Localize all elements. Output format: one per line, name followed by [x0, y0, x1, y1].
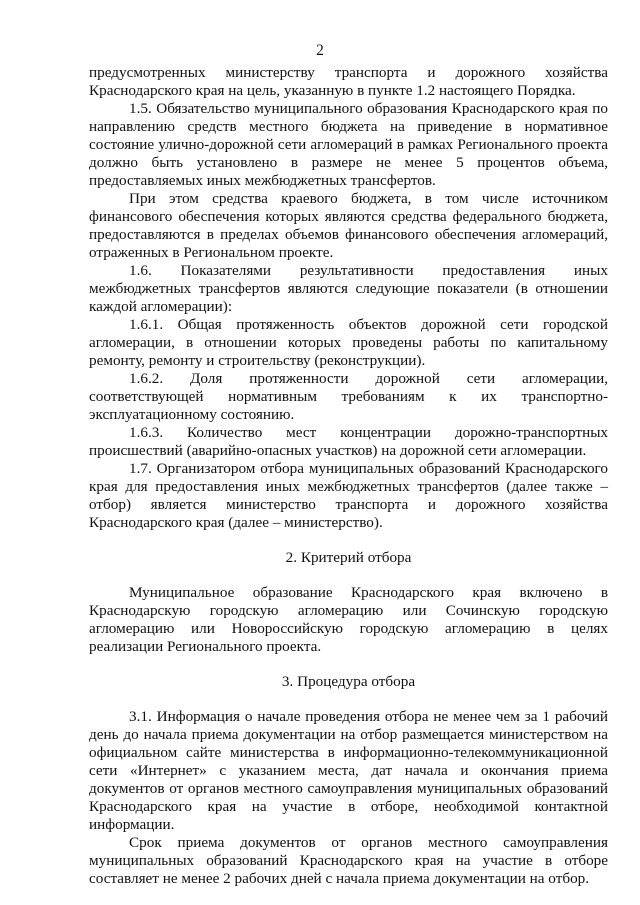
- paragraph-1-7: 1.7. Организатором отбора муниципальных образований Краснодарского края для предоставления иных межбюджетных трансфертов (далее также – отбор) является министерство транспорта и дорожного хозяйства Краснодарского края (далее – министерство).: [89, 460, 608, 531]
- page-number: 2: [316, 42, 324, 59]
- paragraph-3-1: 3.1. Информация о начале проведения отбора не менее чем за 1 рабочий день до начала приема документации на отбор размещается министерством на официальном сайте министерства в информационно-телекоммуникационной сети «Интернет» с указанием места, дат начала и окончания приема документов от органов местного самоуправления муниципальных образований Краснодарского края на участие в отборе, необходимой контактной информации.: [89, 708, 608, 833]
- paragraph-continuation: предусмотренных министерству транспорта и дорожного хозяйства Краснодарского края на цель, указанную в пункте 1.2 настоящего Порядка.: [89, 64, 608, 99]
- paragraph-1-6-3: 1.6.3. Количество мест концентрации дорожно-транспортных происшествий (аварийно-опасных участков) на дорожной сети агломерации.: [89, 424, 608, 459]
- paragraph-1-6-1: 1.6.1. Общая протяженность объектов дорожной сети городской агломерации, в отношении которых проведены работы по капитальному ремонту, ремонту и строительству (реконструкции).: [89, 316, 608, 369]
- paragraph-1-5: 1.5. Обязательство муниципального образования Краснодарского края по направлению средств местного бюджета на приведение в нормативное состояние улично-дорожной сети агломераций в рамках Регионального проекта должно быть установлено в размере не менее 5 процентов объема, предоставляемых иных межбюджетных трансфертов.: [89, 100, 608, 189]
- paragraph-regional-budget: При этом средства краевого бюджета, в том числе источником финансового обеспечения которых являются средства федерального бюджета, предоставляются в пределах объемов финансового обеспечения агломераций, отраженных в Региональном проекте.: [89, 190, 608, 261]
- paragraph-criterion: Муниципальное образование Краснодарского края включено в Краснодарскую городскую агломерацию или Сочинскую городскую агломерацию или Новороссийскую городскую агломерацию в целях реализации Регионального проекта.: [89, 584, 608, 655]
- section-heading-3: 3. Процедура отбора: [281, 673, 416, 690]
- paragraph-1-6: 1.6. Показателями результативности предоставления иных межбюджетных трансфертов являются следующие показатели (в отношении каждой агломерации):: [89, 262, 608, 315]
- section-heading-2: 2. Критерий отбора: [285, 549, 412, 566]
- document-body: [89, 64, 608, 888]
- paragraph-deadline: Срок приема документов от органов местного самоуправления муниципальных образований Краснодарского края на участие в отборе составляет не менее 2 рабочих дней с начала приема документации на отбор.: [89, 834, 608, 887]
- paragraph-1-6-2: 1.6.2. Доля протяженности дорожной сети агломерации, соответствующей нормативным требованиям к их транспортно-эксплуатационному состоянию.: [89, 370, 608, 423]
